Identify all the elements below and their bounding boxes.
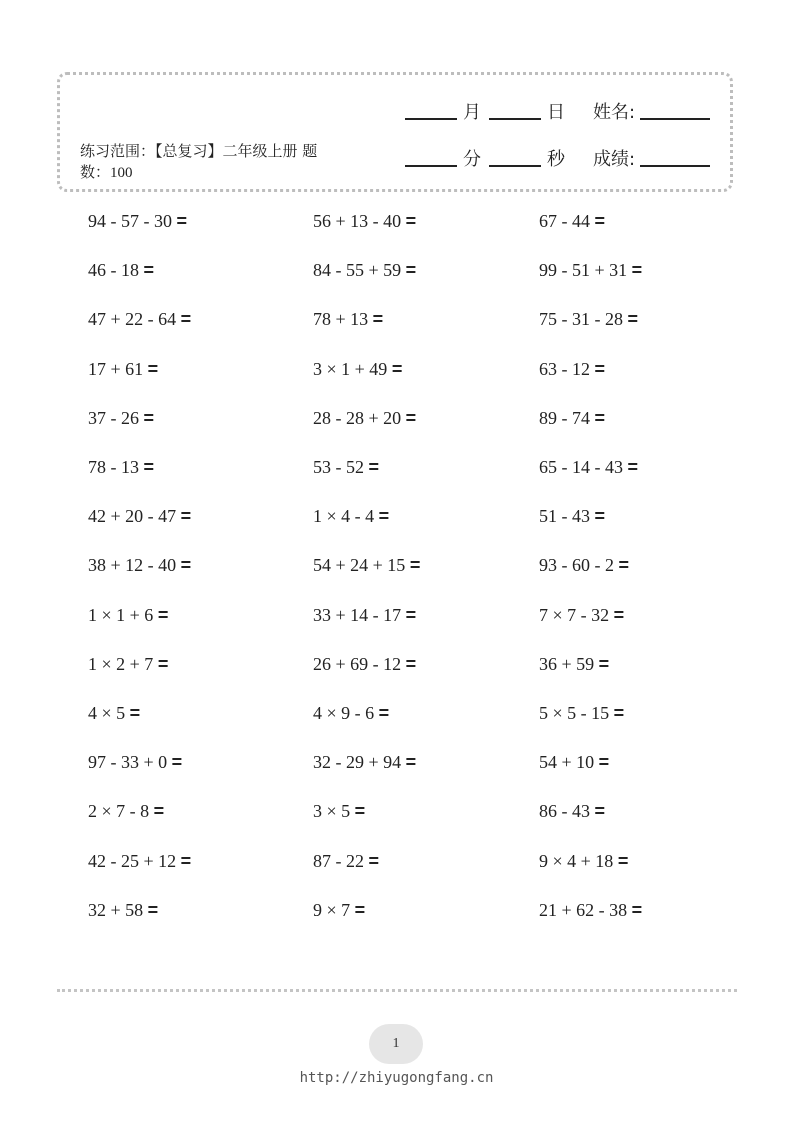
math-problem bbox=[313, 801, 365, 821]
equals-sign: = bbox=[405, 260, 417, 280]
equals-sign: = bbox=[627, 309, 639, 329]
equals-sign: = bbox=[631, 260, 643, 280]
problem-expression: 46 - 18 bbox=[88, 260, 139, 280]
math-problem bbox=[539, 309, 638, 329]
problem-expression: 94 - 57 - 30 bbox=[88, 211, 172, 231]
problem-expression: 5 × 5 - 15 bbox=[539, 703, 610, 723]
equals-sign: = bbox=[180, 506, 192, 526]
problem-expression: 47 + 22 - 64 bbox=[88, 309, 177, 329]
problem-expression: 56 + 13 - 40 bbox=[313, 211, 402, 231]
second-blank[interactable] bbox=[489, 165, 541, 167]
problem-expression: 78 + 13 bbox=[313, 309, 369, 329]
equals-sign: = bbox=[594, 408, 606, 428]
problem-expression: 4 × 5 bbox=[88, 703, 126, 723]
equals-sign: = bbox=[143, 457, 155, 477]
problem-expression: 26 + 69 - 12 bbox=[313, 654, 402, 674]
site-url[interactable]: http://zhiyugongfang.cn bbox=[299, 1070, 494, 1086]
problem-expression: 51 - 43 bbox=[539, 506, 590, 526]
math-problem bbox=[539, 260, 642, 280]
equals-sign: = bbox=[405, 211, 417, 231]
equals-sign: = bbox=[594, 506, 606, 526]
math-problem bbox=[313, 900, 365, 920]
math-problem bbox=[313, 605, 416, 625]
math-problem bbox=[88, 851, 191, 871]
math-problem bbox=[88, 703, 140, 723]
problem-expression: 1 × 2 + 7 bbox=[88, 654, 154, 674]
math-problem bbox=[88, 900, 158, 920]
problem-expression: 9 × 4 + 18 bbox=[539, 851, 614, 871]
equals-sign: = bbox=[631, 900, 643, 920]
math-problem bbox=[539, 555, 629, 575]
problem-expression: 7 × 7 - 32 bbox=[539, 605, 610, 625]
math-problem bbox=[539, 801, 605, 821]
equals-sign: = bbox=[594, 359, 606, 379]
worksheet-header bbox=[57, 72, 733, 192]
equals-sign: = bbox=[617, 851, 629, 871]
math-problem bbox=[88, 408, 154, 428]
math-problem bbox=[313, 506, 389, 526]
problem-expression: 9 × 7 bbox=[313, 900, 351, 920]
problem-expression: 75 - 31 - 28 bbox=[539, 309, 623, 329]
equals-sign: = bbox=[627, 457, 639, 477]
day-label: 日 bbox=[547, 102, 565, 123]
math-problem bbox=[88, 211, 187, 231]
footer-divider bbox=[57, 989, 737, 992]
equals-sign: = bbox=[378, 703, 390, 723]
problem-expression: 65 - 14 - 43 bbox=[539, 457, 623, 477]
day-blank[interactable] bbox=[489, 118, 541, 120]
math-problem bbox=[539, 506, 605, 526]
problem-count: 100 bbox=[110, 165, 133, 181]
equals-sign: = bbox=[368, 851, 380, 871]
equals-sign: = bbox=[354, 900, 366, 920]
problem-expression: 93 - 60 - 2 bbox=[539, 555, 614, 575]
math-problem bbox=[313, 408, 416, 428]
math-problem bbox=[88, 309, 191, 329]
math-problem bbox=[539, 359, 605, 379]
page-number: 1 bbox=[369, 1024, 423, 1064]
equals-sign: = bbox=[143, 260, 155, 280]
equals-sign: = bbox=[618, 555, 630, 575]
math-problem bbox=[539, 703, 624, 723]
equals-sign: = bbox=[372, 309, 384, 329]
equals-sign: = bbox=[613, 605, 625, 625]
problem-expression: 4 × 9 - 6 bbox=[313, 703, 375, 723]
math-problem bbox=[88, 506, 191, 526]
equals-sign: = bbox=[409, 555, 421, 575]
math-problem bbox=[539, 211, 605, 231]
problem-expression: 36 + 59 bbox=[539, 654, 595, 674]
math-problem bbox=[539, 654, 609, 674]
practice-scope bbox=[80, 141, 320, 184]
equals-sign: = bbox=[147, 359, 159, 379]
problem-expression: 2 × 7 - 8 bbox=[88, 801, 150, 821]
second-label: 秒 bbox=[547, 149, 565, 170]
math-problem bbox=[313, 851, 379, 871]
problem-expression: 54 + 10 bbox=[539, 752, 595, 772]
math-problem bbox=[539, 408, 605, 428]
problem-expression: 87 - 22 bbox=[313, 851, 364, 871]
math-problem bbox=[88, 605, 168, 625]
math-problem bbox=[88, 359, 158, 379]
problem-expression: 3 × 5 bbox=[313, 801, 351, 821]
score-blank[interactable] bbox=[640, 165, 710, 167]
problem-expression: 1 × 4 - 4 bbox=[313, 506, 375, 526]
math-problem bbox=[88, 654, 168, 674]
math-problem bbox=[313, 260, 416, 280]
equals-sign: = bbox=[391, 359, 403, 379]
math-problem bbox=[539, 752, 609, 772]
math-problem bbox=[88, 555, 191, 575]
equals-sign: = bbox=[171, 752, 183, 772]
equals-sign: = bbox=[157, 654, 169, 674]
math-problem bbox=[88, 801, 164, 821]
equals-sign: = bbox=[143, 408, 155, 428]
equals-sign: = bbox=[594, 801, 606, 821]
equals-sign: = bbox=[153, 801, 165, 821]
problem-expression: 32 + 58 bbox=[88, 900, 144, 920]
math-problem bbox=[539, 900, 642, 920]
equals-sign: = bbox=[405, 654, 417, 674]
equals-sign: = bbox=[147, 900, 159, 920]
math-problem bbox=[313, 359, 402, 379]
math-problem bbox=[313, 654, 416, 674]
math-problem bbox=[539, 851, 628, 871]
equals-sign: = bbox=[368, 457, 380, 477]
math-problem bbox=[313, 457, 379, 477]
problem-expression: 54 + 24 + 15 bbox=[313, 555, 406, 575]
problem-expression: 89 - 74 bbox=[539, 408, 590, 428]
equals-sign: = bbox=[598, 752, 610, 772]
equals-sign: = bbox=[157, 605, 169, 625]
equals-sign: = bbox=[405, 605, 417, 625]
equals-sign: = bbox=[176, 211, 188, 231]
problem-expression: 99 - 51 + 31 bbox=[539, 260, 628, 280]
problem-expression: 42 + 20 - 47 bbox=[88, 506, 177, 526]
problem-expression: 38 + 12 - 40 bbox=[88, 555, 177, 575]
problem-expression: 3 × 1 + 49 bbox=[313, 359, 388, 379]
name-blank[interactable] bbox=[640, 118, 710, 120]
problem-expression: 42 - 25 + 12 bbox=[88, 851, 177, 871]
problem-expression: 17 + 61 bbox=[88, 359, 144, 379]
equals-sign: = bbox=[378, 506, 390, 526]
equals-sign: = bbox=[405, 752, 417, 772]
minute-label: 分 bbox=[463, 149, 481, 170]
equals-sign: = bbox=[180, 309, 192, 329]
problem-expression: 33 + 14 - 17 bbox=[313, 605, 402, 625]
math-problem bbox=[313, 211, 416, 231]
equals-sign: = bbox=[180, 555, 192, 575]
scope-text: 练习范围：【总复习】二年级上册 题数： bbox=[80, 142, 318, 181]
math-problem bbox=[539, 605, 624, 625]
math-problem bbox=[313, 309, 383, 329]
equals-sign: = bbox=[129, 703, 141, 723]
minute-blank[interactable] bbox=[405, 165, 457, 167]
month-label: 月 bbox=[463, 102, 481, 123]
problem-expression: 78 - 13 bbox=[88, 457, 139, 477]
equals-sign: = bbox=[354, 801, 366, 821]
problem-expression: 28 - 28 + 20 bbox=[313, 408, 402, 428]
problem-expression: 21 + 62 - 38 bbox=[539, 900, 628, 920]
equals-sign: = bbox=[405, 408, 417, 428]
equals-sign: = bbox=[598, 654, 610, 674]
month-blank[interactable] bbox=[405, 118, 457, 120]
math-problem bbox=[539, 457, 638, 477]
problem-expression: 37 - 26 bbox=[88, 408, 139, 428]
problem-expression: 32 - 29 + 94 bbox=[313, 752, 402, 772]
math-problem bbox=[313, 703, 389, 723]
problem-expression: 63 - 12 bbox=[539, 359, 590, 379]
problem-expression: 86 - 43 bbox=[539, 801, 590, 821]
math-problem bbox=[313, 752, 416, 772]
problem-expression: 1 × 1 + 6 bbox=[88, 605, 154, 625]
math-problem bbox=[88, 457, 154, 477]
problem-expression: 67 - 44 bbox=[539, 211, 590, 231]
problem-expression: 53 - 52 bbox=[313, 457, 364, 477]
math-problem bbox=[88, 752, 182, 772]
equals-sign: = bbox=[594, 211, 606, 231]
math-problem bbox=[313, 555, 420, 575]
equals-sign: = bbox=[180, 851, 192, 871]
equals-sign: = bbox=[613, 703, 625, 723]
score-label: 成绩: bbox=[593, 149, 636, 170]
name-label: 姓名: bbox=[593, 102, 636, 123]
problem-expression: 97 - 33 + 0 bbox=[88, 752, 168, 772]
math-problem bbox=[88, 260, 154, 280]
problem-expression: 84 - 55 + 59 bbox=[313, 260, 402, 280]
